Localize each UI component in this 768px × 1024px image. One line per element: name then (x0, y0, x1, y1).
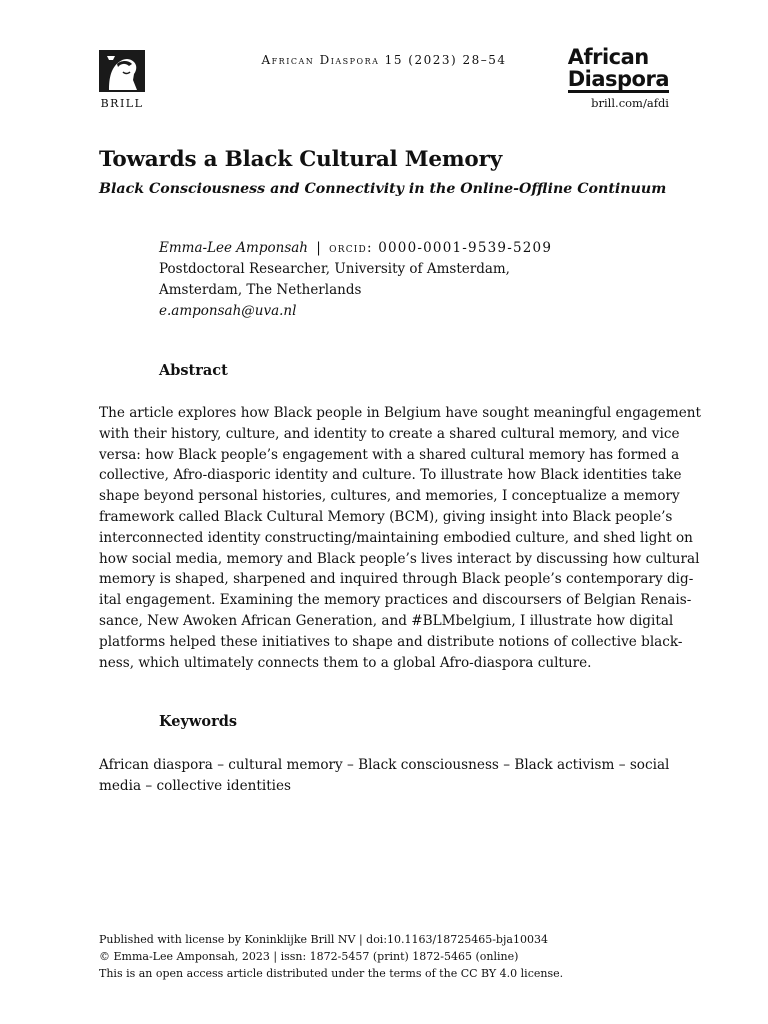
footer-copyright-issn: © Emma-Lee Amponsah, 2023 | issn: 1872-5457 (print) 1872-5465 (online) (99, 950, 519, 963)
author-affiliation-line1: Postdoctoral Researcher, University of Amsterdam, (159, 261, 510, 277)
article-title: Towards a Black Cultural Memory (99, 147, 502, 172)
footer-open-access-note: This is an open access article distributed under the terms of the CC BY 4.0 license. (99, 967, 564, 980)
abstract-line: interconnected identity constructing/maintaining embodied culture, and shed light on (99, 529, 693, 546)
journal-logo (568, 47, 669, 93)
author-block (159, 238, 552, 322)
abstract-line: shape beyond personal histories, cultures, and memories, I conceptualize a memory (99, 488, 680, 505)
author-email-link[interactable]: e.amponsah@uva.nl (159, 303, 297, 319)
abstract-body (99, 403, 702, 673)
journal-url-link[interactable]: brill.com/afdi (591, 96, 669, 110)
orcid-link[interactable]: orcid: 0000-0001-9539-5209 (329, 240, 553, 256)
author-line (159, 238, 552, 259)
license-footer (99, 931, 563, 982)
author-separator: | (316, 240, 321, 256)
abstract-line: platforms helped these initiatives to shape and distribute notions of collective black- (99, 633, 683, 650)
abstract-line: The article explores how Black people in Belgium have sought meaningful engagement (99, 405, 702, 421)
abstract-line: versa: how Black people’s engagement with a shared cultural memory has formed a (99, 446, 680, 463)
abstract-line: ital engagement. Examining the memory practices and discoursers of Belgian Renais- (99, 592, 692, 609)
journal-logo-line1: African (567, 45, 649, 69)
keywords-line: African diaspora – cultural memory – Black consciousness – Black activism – social (99, 757, 670, 773)
abstract-line: memory is shaped, sharpened and inquired through Black people’s contemporary dig- (99, 571, 694, 588)
keywords-body (99, 755, 669, 797)
author-name: Emma-Lee Amponsah (159, 240, 308, 256)
abstract-heading: Abstract (159, 362, 228, 379)
author-affiliation-line2: Amsterdam, The Netherlands (159, 282, 362, 298)
abstract-line: how social media, memory and Black people’s lives interact by discussing how cultural (99, 550, 700, 567)
footer-publisher-doi: Published with license by Koninklijke Brill NV | doi:10.1163/18725465-bja10034 (99, 933, 548, 946)
abstract-line: framework called Black Cultural Memory (BCM), giving insight into Black people’s (99, 508, 673, 525)
keywords-heading: Keywords (159, 713, 238, 730)
abstract-line: sance, New Awoken African Generation, and #BLMbelgium, I illustrate how digital (99, 612, 674, 629)
article-subtitle: Black Consciousness and Connectivity in the Online-Offline Continuum (99, 181, 667, 197)
journal-citation: African Diaspora 15 (2023) 28–54 (261, 53, 507, 67)
keywords-line: media – collective identities (99, 777, 292, 794)
abstract-line: with their history, culture, and identity to create a shared cultural memory, and vice (99, 425, 680, 442)
abstract-line: ness, which ultimately connects them to a global Afro-diaspora culture. (99, 654, 592, 671)
publisher-name: BRILL (100, 97, 144, 110)
journal-logo-line2: Diaspora (567, 67, 669, 91)
abstract-line: collective, Afro-diasporic identity and culture. To illustrate how Black identities take (99, 467, 682, 484)
